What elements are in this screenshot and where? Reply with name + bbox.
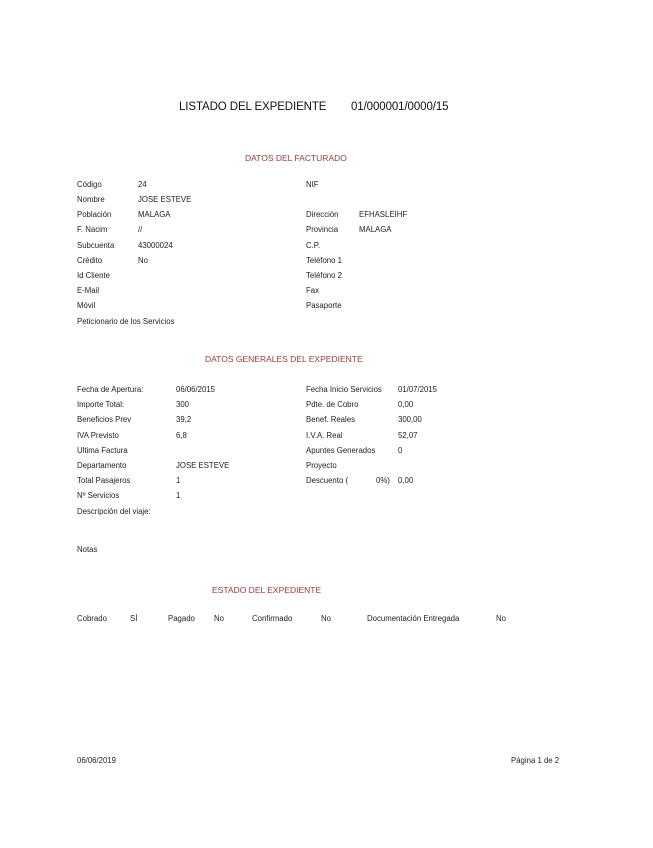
label-codigo: Código xyxy=(77,180,102,189)
value-direccion: EFHASLEIHF xyxy=(359,210,408,219)
label-telefono2: Teléfono 2 xyxy=(306,271,342,280)
value-documentacion: No xyxy=(496,614,506,623)
label-nombre: Nombre xyxy=(77,195,105,204)
label-beneficios-prev: Beneficios Prev xyxy=(77,415,132,424)
label-pasaporte: Pasaporte xyxy=(306,301,342,310)
section-title-estado: ESTADO DEL EXPEDIENTE xyxy=(212,585,322,595)
value-nombre: JOSE ESTEVE xyxy=(138,195,192,204)
footer-page-number: Página 1 de 2 xyxy=(511,756,560,765)
value-fnacim: // xyxy=(138,225,143,234)
label-apuntes: Apuntes Generados xyxy=(306,446,376,455)
label-descuento: Descuento ( xyxy=(306,476,349,485)
value-codigo: 24 xyxy=(138,180,147,189)
value-fecha-apertura: 06/06/2015 xyxy=(176,385,216,394)
label-idcliente: Id Cliente xyxy=(77,271,110,280)
value-confirmado: No xyxy=(321,614,331,623)
label-pagado: Pagado xyxy=(168,614,195,623)
label-nif: NIF xyxy=(306,180,319,189)
page-title: LISTADO DEL EXPEDIENTE xyxy=(179,101,327,113)
label-iva-previsto: IVA Previsto xyxy=(77,431,119,440)
value-poblacion: MALAGA xyxy=(138,210,171,219)
value-descuento: 0,00 xyxy=(398,476,414,485)
label-descripcion: Descripción del viaje: xyxy=(77,507,151,516)
label-n-servicios: Nº Servicios xyxy=(77,491,120,500)
label-total-pasajeros: Total Pasajeros xyxy=(77,476,131,485)
label-confirmado: Confirmado xyxy=(252,614,293,623)
label-provincia: Provincia xyxy=(306,225,339,234)
value-benef-reales: 300,00 xyxy=(398,415,422,424)
value-pagado: No xyxy=(214,614,224,623)
value-cobrado: SÍ xyxy=(130,614,138,623)
section-title-facturado: DATOS DEL FACTURADO xyxy=(245,153,347,163)
footer-date: 06/06/2019 xyxy=(77,756,117,765)
value-beneficios-prev: 39,2 xyxy=(176,415,192,424)
value-total-pasajeros: 1 xyxy=(176,476,181,485)
value-importe-total: 300 xyxy=(176,400,190,409)
label-benef-reales: Benef. Reales xyxy=(306,415,355,424)
label-fecha-inicio: Fecha Inicio Servicios xyxy=(306,385,382,394)
value-iva-previsto: 6,8 xyxy=(176,431,187,440)
label-movil: Móvil xyxy=(77,301,96,310)
label-notas: Notas xyxy=(77,545,98,554)
label-credito: Crédito xyxy=(77,256,103,265)
value-departamento: JOSE ESTEVE xyxy=(176,461,230,470)
label-cp: C.P. xyxy=(306,241,321,250)
label-fecha-apertura: Fecha de Apertura: xyxy=(77,385,144,394)
label-direccion: Dirección xyxy=(306,210,339,219)
value-n-servicios: 1 xyxy=(176,491,181,500)
label-fax: Fax xyxy=(306,286,319,295)
value-descuento-pct: 0%) xyxy=(376,476,390,485)
label-importe-total: Importe Total: xyxy=(77,400,125,409)
label-fnacim: F. Nacim xyxy=(77,225,108,234)
label-peticionario: Peticionario de los Servicios xyxy=(77,317,175,326)
value-iva-real: 52,07 xyxy=(398,431,418,440)
label-poblacion: Población xyxy=(77,210,112,219)
label-documentacion: Documentación Entregada xyxy=(367,614,460,623)
label-pdte-cobro: Pdte. de Cobro xyxy=(306,400,359,409)
section-title-generales: DATOS GENERALES DEL EXPEDIENTE xyxy=(205,354,363,364)
value-subcuenta: 43000024 xyxy=(138,241,173,250)
value-fecha-inicio: 01/07/2015 xyxy=(398,385,438,394)
label-departamento: Departamento xyxy=(77,461,127,470)
value-pdte-cobro: 0,00 xyxy=(398,400,414,409)
label-email: E-Mail xyxy=(77,286,100,295)
label-subcuenta: Subcuenta xyxy=(77,241,115,250)
value-apuntes: 0 xyxy=(398,446,403,455)
label-ultima-factura: Ultima Factura xyxy=(77,446,128,455)
label-telefono1: Teléfono 1 xyxy=(306,256,342,265)
label-cobrado: Cobrado xyxy=(77,614,107,623)
value-credito: No xyxy=(138,256,148,265)
expediente-number: 01/000001/0000/15 xyxy=(351,101,449,113)
label-proyecto: Proyecto xyxy=(306,461,337,470)
label-iva-real: I.V.A. Real xyxy=(306,431,343,440)
value-provincia: MALAGA xyxy=(359,225,392,234)
